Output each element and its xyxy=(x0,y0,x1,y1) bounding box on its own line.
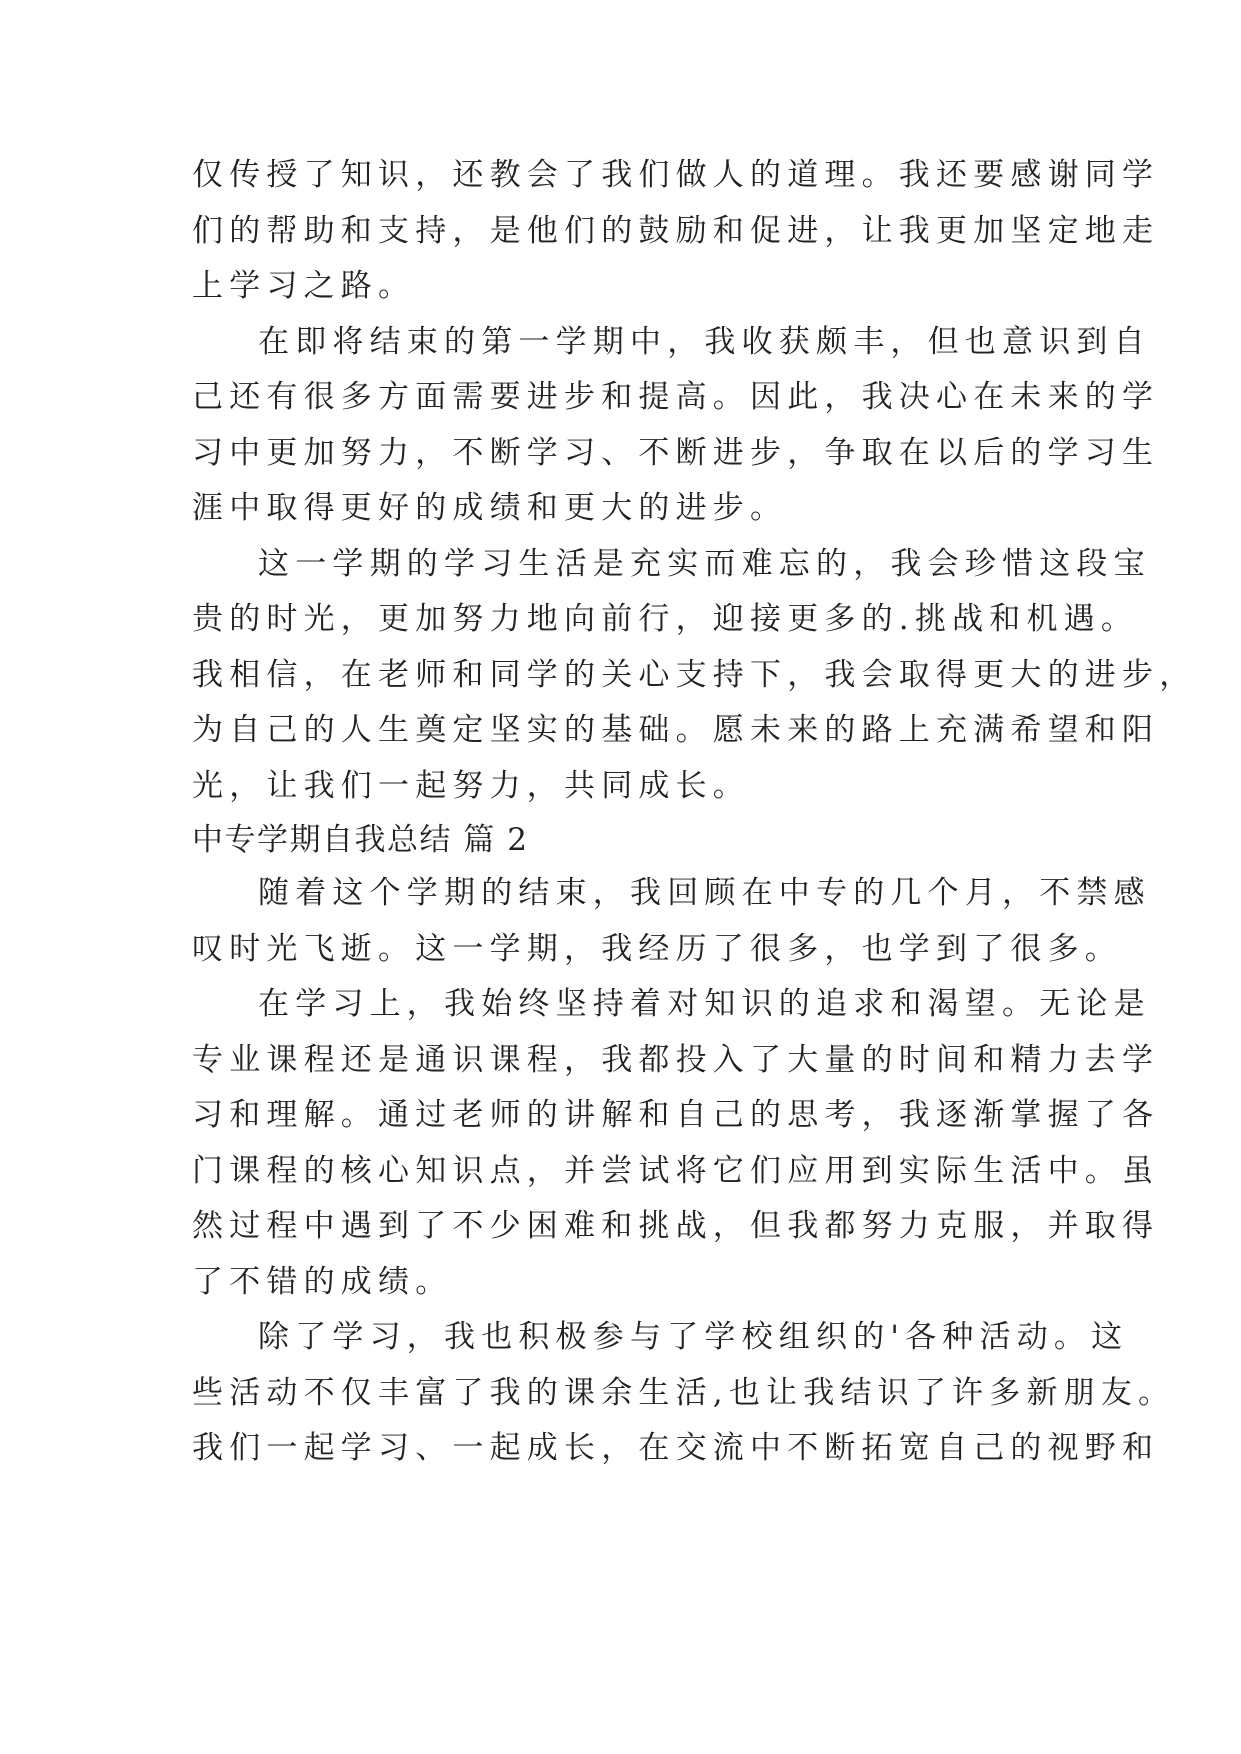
text-line: 习中更加努力，不断学习、不断进步，争取在以后的学习生 xyxy=(192,434,1160,471)
text-line: 们的帮助和支持，是他们的鼓励和促进，让我更加坚定地走 xyxy=(192,212,1160,249)
text-line: 专业课程还是通识课程，我都投入了大量的时间和精力去学 xyxy=(192,1041,1160,1078)
paragraph-start-line: 这一学期的学习生活是充实而难忘的，我会珍惜这段宝 xyxy=(258,545,1151,582)
text-line: 我相信，在老师和同学的关心支持下，我会取得更大的进步， xyxy=(192,656,1197,693)
text-line: 些活动不仅丰富了我的课余生活,也让我结识了许多新朋友。 xyxy=(192,1374,1176,1411)
text-line: 叹时光飞逝。这一学期，我经历了很多，也学到了很多。 xyxy=(192,930,1122,967)
paragraph-start-line: 除了学习，我也积极参与了学校组织的'各种活动。这 xyxy=(258,1319,1129,1355)
paragraph-start-line: 在即将结束的第一学期中，我收获颇丰，但也意识到自 xyxy=(258,323,1151,360)
document-body xyxy=(192,148,1197,1477)
text-line: 光，让我们一起努力，共同成长。 xyxy=(192,767,750,804)
text-line: 我们一起学习、一起成长，在交流中不断拓宽自己的视野和 xyxy=(192,1430,1160,1466)
text-line: 仅传授了知识，还教会了我们做人的道理。我还要感谢同学 xyxy=(192,157,1160,193)
text-line: 为自己的人生奠定坚实的基础。愿未来的路上充满希望和阳 xyxy=(192,712,1160,748)
text-line: 己还有很多方面需要进步和提高。因此，我决心在未来的学 xyxy=(192,379,1160,415)
text-line: 涯中取得更好的成绩和更大的进步。 xyxy=(192,490,788,526)
section-heading: 中专学期自我总结 篇 2 xyxy=(192,822,529,858)
text-line: 上学习之路。 xyxy=(192,268,416,304)
text-line: 贵的时光，更加努力地向前行，迎接更多的.挑战和机遇。 xyxy=(192,601,1139,637)
paragraph-start-line: 随着这个学期的结束，我回顾在中专的几个月，不禁感 xyxy=(258,875,1151,911)
text-line: 习和理解。通过老师的讲解和自己的思考，我逐渐掌握了各 xyxy=(192,1097,1160,1133)
text-line: 门课程的核心知识点，并尝试将它们应用到实际生活中。虽 xyxy=(192,1152,1160,1189)
paragraph-start-line: 在学习上，我始终坚持着对知识的追求和渴望。无论是 xyxy=(258,986,1151,1022)
text-line: 然过程中遇到了不少困难和挑战，但我都努力克服，并取得 xyxy=(192,1208,1160,1244)
text-line: 了不错的成绩。 xyxy=(192,1263,453,1300)
